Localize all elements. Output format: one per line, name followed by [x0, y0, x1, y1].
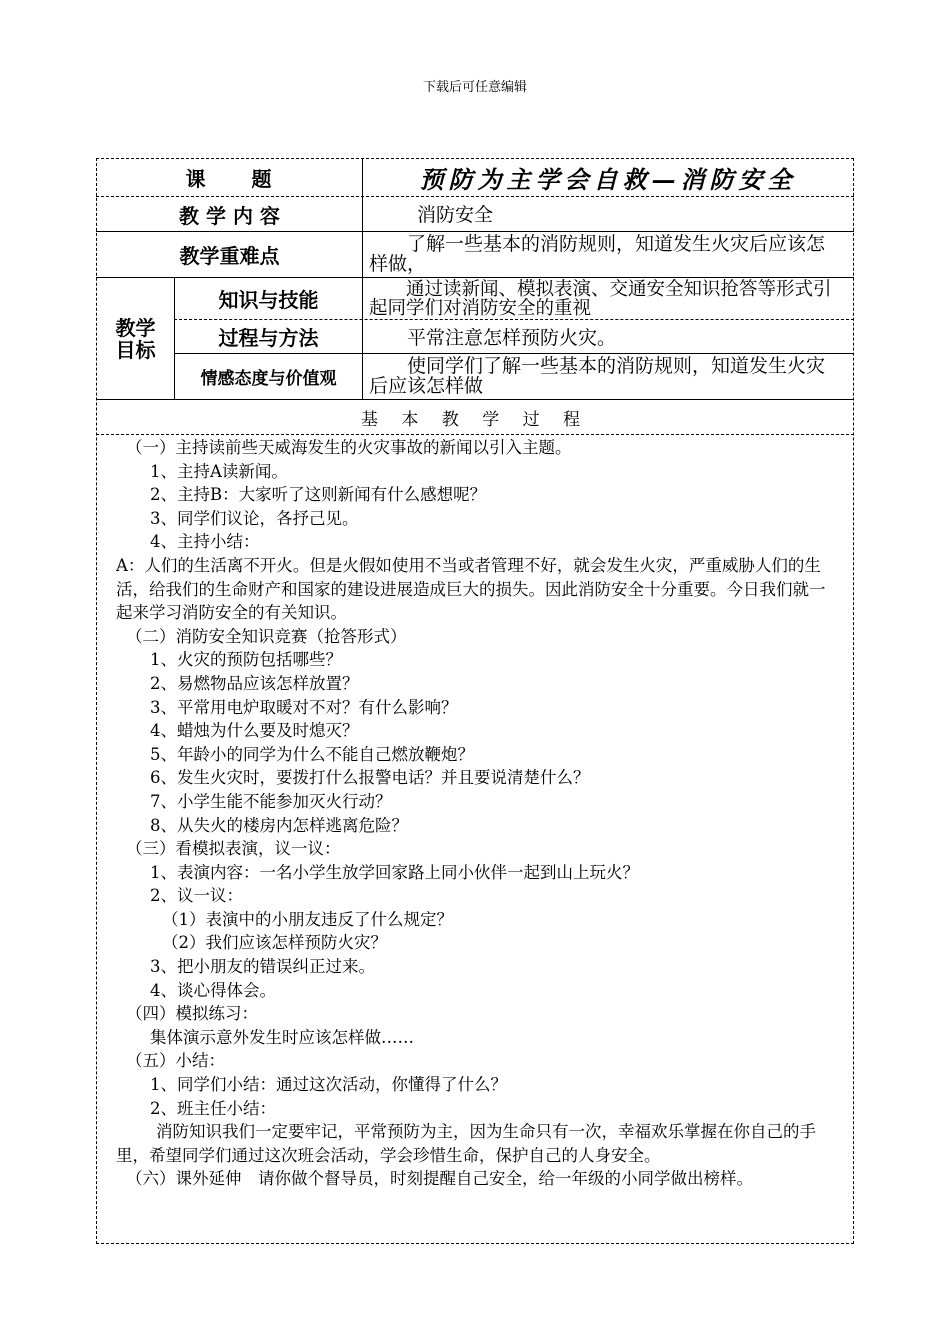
list-item: 8、从失火的楼房内怎样逃离危险？ [150, 815, 408, 835]
goal-attitude-label: 情感态度与价值观 [200, 369, 337, 389]
list-item: 2、班主任小结： [150, 1098, 276, 1118]
list-item: 2、易燃物品应该怎样放置？ [150, 673, 359, 693]
goal-process-label: 过程与方法 [218, 326, 319, 350]
process-body [116, 436, 838, 1191]
list-item: 7、小学生能不能参加灭火行动？ [150, 791, 392, 811]
section-heading: （二）消防安全知识竞赛（抢答形式） [126, 626, 407, 646]
goal-knowledge-label: 知识与技能 [218, 288, 319, 312]
list-item: 2、主持B：大家听了这则新闻有什么感想呢？ [150, 485, 487, 505]
section-heading: （四）模拟练习： [126, 1004, 258, 1024]
paragraph: 集体演示意外发生时应该怎样做…… [150, 1027, 414, 1047]
list-item: 2、议一议： [150, 886, 243, 906]
goal-process-value: 平常注意怎样预防火灾。 [369, 326, 617, 349]
list-item: 4、主持小结： [150, 532, 260, 552]
section-heading: （一）主持读前些天威海发生的火灾事故的新闻以引入主题。 [126, 438, 572, 457]
list-item: 1、表演内容：一名小学生放学回家路上同小伙伴一起到山上玩火？ [150, 862, 639, 882]
list-item: 1、主持A读新闻。 [150, 461, 288, 481]
content-value: 消防安全 [417, 204, 494, 226]
list-item: 5、年龄小的同学为什么不能自己燃放鞭炮？ [150, 744, 474, 764]
list-item: 4、谈心得体会。 [150, 980, 276, 1000]
table-divider [96, 434, 854, 435]
goal-attitude-value: 使同学们了解一些基本的消防规则，知道发生火灾后应该怎样做 [369, 355, 826, 397]
list-item: 1、同学们小结：通过这次活动，你懂得了什么？ [150, 1075, 507, 1095]
list-item: 3、把小朋友的错误纠正过来。 [150, 957, 375, 977]
list-item: 1、火灾的预防包括哪些？ [150, 650, 342, 670]
goals-label [97, 278, 174, 399]
process-heading: 基 本 教 学 过 程 [360, 409, 590, 430]
goals-label-text: 教学目标 [115, 315, 156, 362]
section-heading: （五）小结： [126, 1051, 225, 1071]
key-points-label: 教学重难点 [179, 244, 280, 268]
content-label: 教 学 内 容 [179, 203, 280, 228]
list-item: 4、蜡烛为什么要及时熄灭？ [150, 721, 359, 741]
section-heading: （六）课外延伸 请你做个督导员，时刻提醒自己安全，给一年级的小同学做出榜样。 [126, 1169, 753, 1189]
list-subitem: （2）我们应该怎样预防火灾？ [162, 933, 387, 953]
key-points-value: 了解一些基本的消防规则，知道发生火灾后应该怎样做， [369, 233, 826, 275]
paragraph: A：人们的生活离不开火。但是火假如使用不当或者管理不好，就会发生火灾，严重威胁人们的生活，给我们的生命财产和国家的建设进展造成巨大的损失。因此消防安全十分重要。今日我们就一起来学习消防安全的有关知识。 [116, 555, 826, 623]
goal-knowledge-value: 通过读新闻、模拟表演、交通安全知识抢答等形式引起同学们对消防安全的重视 [369, 279, 832, 319]
topic-label: 课 题 [185, 167, 274, 191]
section-heading: （三）看模拟表演，议一议： [126, 839, 341, 859]
page-header-note: 下载后可任意编辑 [422, 80, 527, 95]
list-item: 3、平常用电炉取暖对不对？有什么影响？ [150, 697, 458, 717]
paragraph: 消防知识我们一定要牢记，平常预防为主，因为生命只有一次，幸福欢乐掌握在你自己的手里，希望同学们通过这次班会活动，学会珍惜生命，保护自己的人身安全。 [116, 1122, 816, 1165]
list-subitem: （1）表演中的小朋友违反了什么规定？ [162, 909, 453, 929]
list-item: 3、同学们议论，各抒己见。 [150, 508, 359, 528]
topic-value: 预防为主学会自救—消防安全 [419, 165, 797, 194]
list-item: 6、发生火灾时，要拨打什么报警电话？并且要说清楚什么？ [150, 768, 590, 788]
